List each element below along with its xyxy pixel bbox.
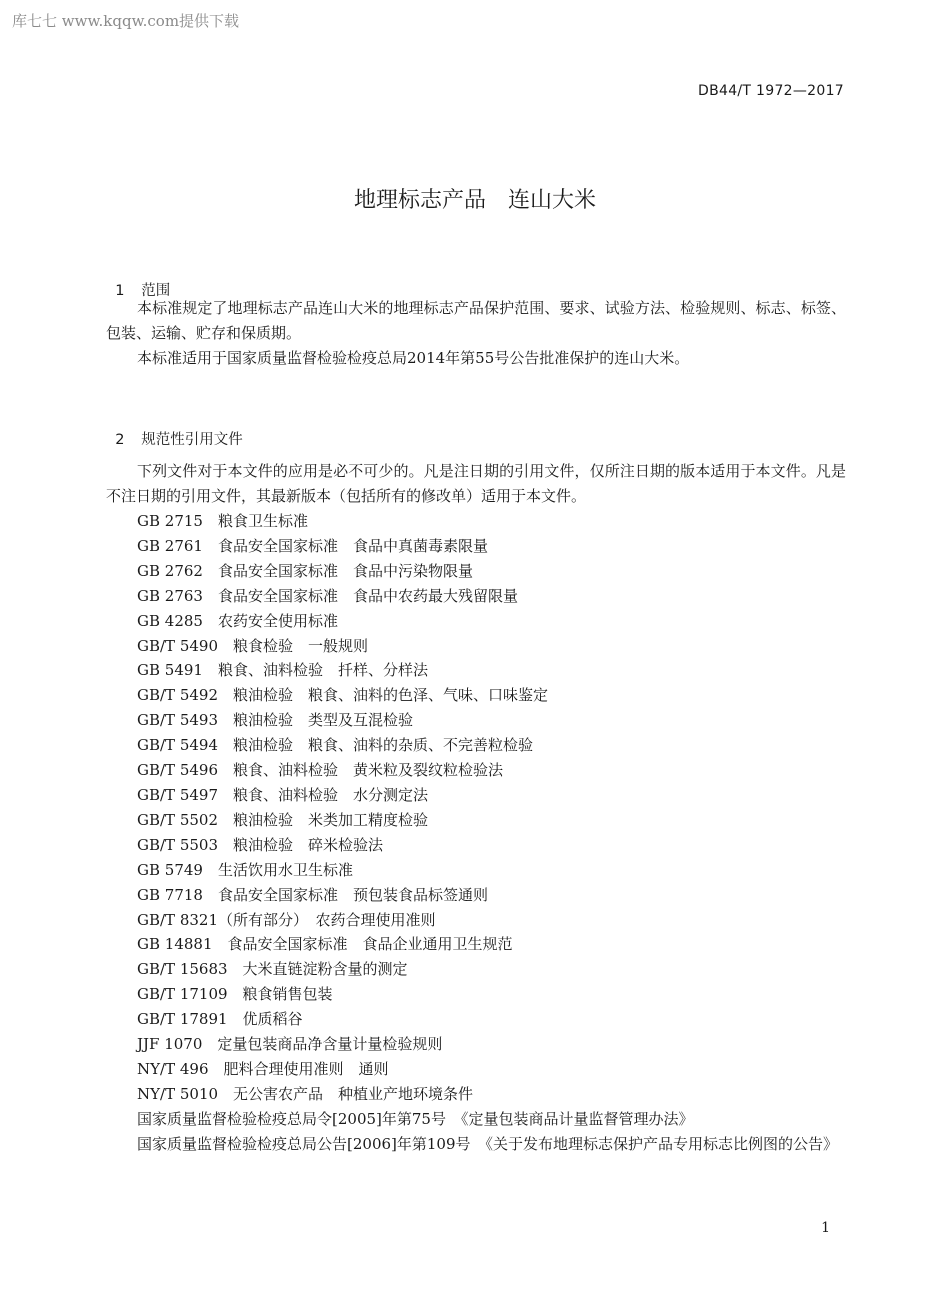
reference-item: GB 5749 生活饮用水卫生标准	[137, 860, 353, 879]
section-1-heading	[106, 263, 170, 300]
section-title: 范围	[141, 283, 171, 299]
reference-item: GB/T 5503 粮油检验 碎米检验法	[137, 835, 384, 854]
reference-item: GB/T 5490 粮食检验 一般规则	[137, 636, 369, 655]
reference-item: GB/T 5492 粮油检验 粮食、油料的色泽、气味、口味鉴定	[137, 686, 549, 705]
reference-item: JJF 1070 定量包装商品净含量计量检验规则	[137, 1035, 443, 1054]
reference-list	[106, 509, 846, 1157]
reference-item: NY/T 5010 无公害农产品 种植业产地环境条件	[137, 1084, 474, 1103]
reference-item: 国家质量监督检验检疫总局公告[2006]年第109号 《关于发布地理标志保护产品专用标志比例图的公告》	[137, 1134, 839, 1153]
reference-item: 国家质量监督检验检疫总局令[2005]年第75号 《定量包装商品计量监督管理办法》	[137, 1109, 694, 1128]
reference-item: NY/T 496 肥料合理使用准则 通则	[137, 1059, 389, 1078]
reference-item: GB/T 5497 粮食、油料检验 水分测定法	[137, 785, 429, 804]
watermark: 库七七 www.kqqw.com提供下载	[12, 12, 240, 30]
reference-item: GB 5491 粮食、油料检验 扦样、分样法	[137, 661, 428, 680]
reference-item: GB 2762 食品安全国家标准 食品中污染物限量	[137, 561, 473, 580]
section-title: 规范性引用文件	[141, 432, 243, 448]
scope-paragraph-2: 本标准适用于国家质量监督检验检疫总局2014年第55号公告批准保护的连山大米。	[137, 349, 690, 367]
references-intro-paragraph: 下列文件对于本文件的应用是必不可少的。凡是注日期的引用文件，仅所注日期的版本适用于本文件。凡是不注日期的引用文件，其最新版本（包括所有的修改单）适用于本文件。	[106, 462, 846, 505]
standard-code: DB44/T 1972—2017	[698, 83, 844, 99]
reference-item: GB 7718 食品安全国家标准 预包装食品标签通则	[137, 885, 488, 904]
reference-item: GB/T 15683 大米直链淀粉含量的测定	[137, 960, 408, 979]
reference-item: GB/T 17891 优质稻谷	[137, 1010, 303, 1029]
reference-item: GB 2763 食品安全国家标准 食品中农药最大残留限量	[137, 586, 518, 605]
reference-item: GB/T 5494 粮油检验 粮食、油料的杂质、不完善粒检验	[137, 736, 534, 755]
section-number: 2	[115, 432, 125, 448]
reference-item: GB/T 5493 粮油检验 类型及互混检验	[137, 711, 414, 730]
document-title: 地理标志产品 连山大米	[353, 188, 596, 213]
reference-item: GB 2715 粮食卫生标准	[137, 512, 308, 530]
reference-item: GB 4285 农药安全使用标准	[137, 611, 338, 630]
section-number: 1	[115, 283, 125, 299]
reference-item: GB/T 5502 粮油检验 米类加工精度检验	[137, 810, 429, 829]
reference-item: GB 2761 食品安全国家标准 食品中真菌毒素限量	[137, 536, 488, 555]
reference-item: GB 14881 食品安全国家标准 食品企业通用卫生规范	[137, 935, 513, 954]
scope-paragraph-1: 本标准规定了地理标志产品连山大米的地理标志产品保护范围、要求、试验方法、检验规则、标志、标签、包装、运输、贮存和保质期。	[106, 299, 846, 342]
page-number: 1	[821, 1220, 830, 1236]
reference-item: GB/T 17109 粮食销售包装	[137, 985, 333, 1004]
reference-item: GB/T 8321（所有部分） 农药合理使用准则	[137, 910, 436, 929]
section-2-heading	[106, 412, 243, 449]
reference-item: GB/T 5496 粮食、油料检验 黄米粒及裂纹粒检验法	[137, 761, 504, 780]
